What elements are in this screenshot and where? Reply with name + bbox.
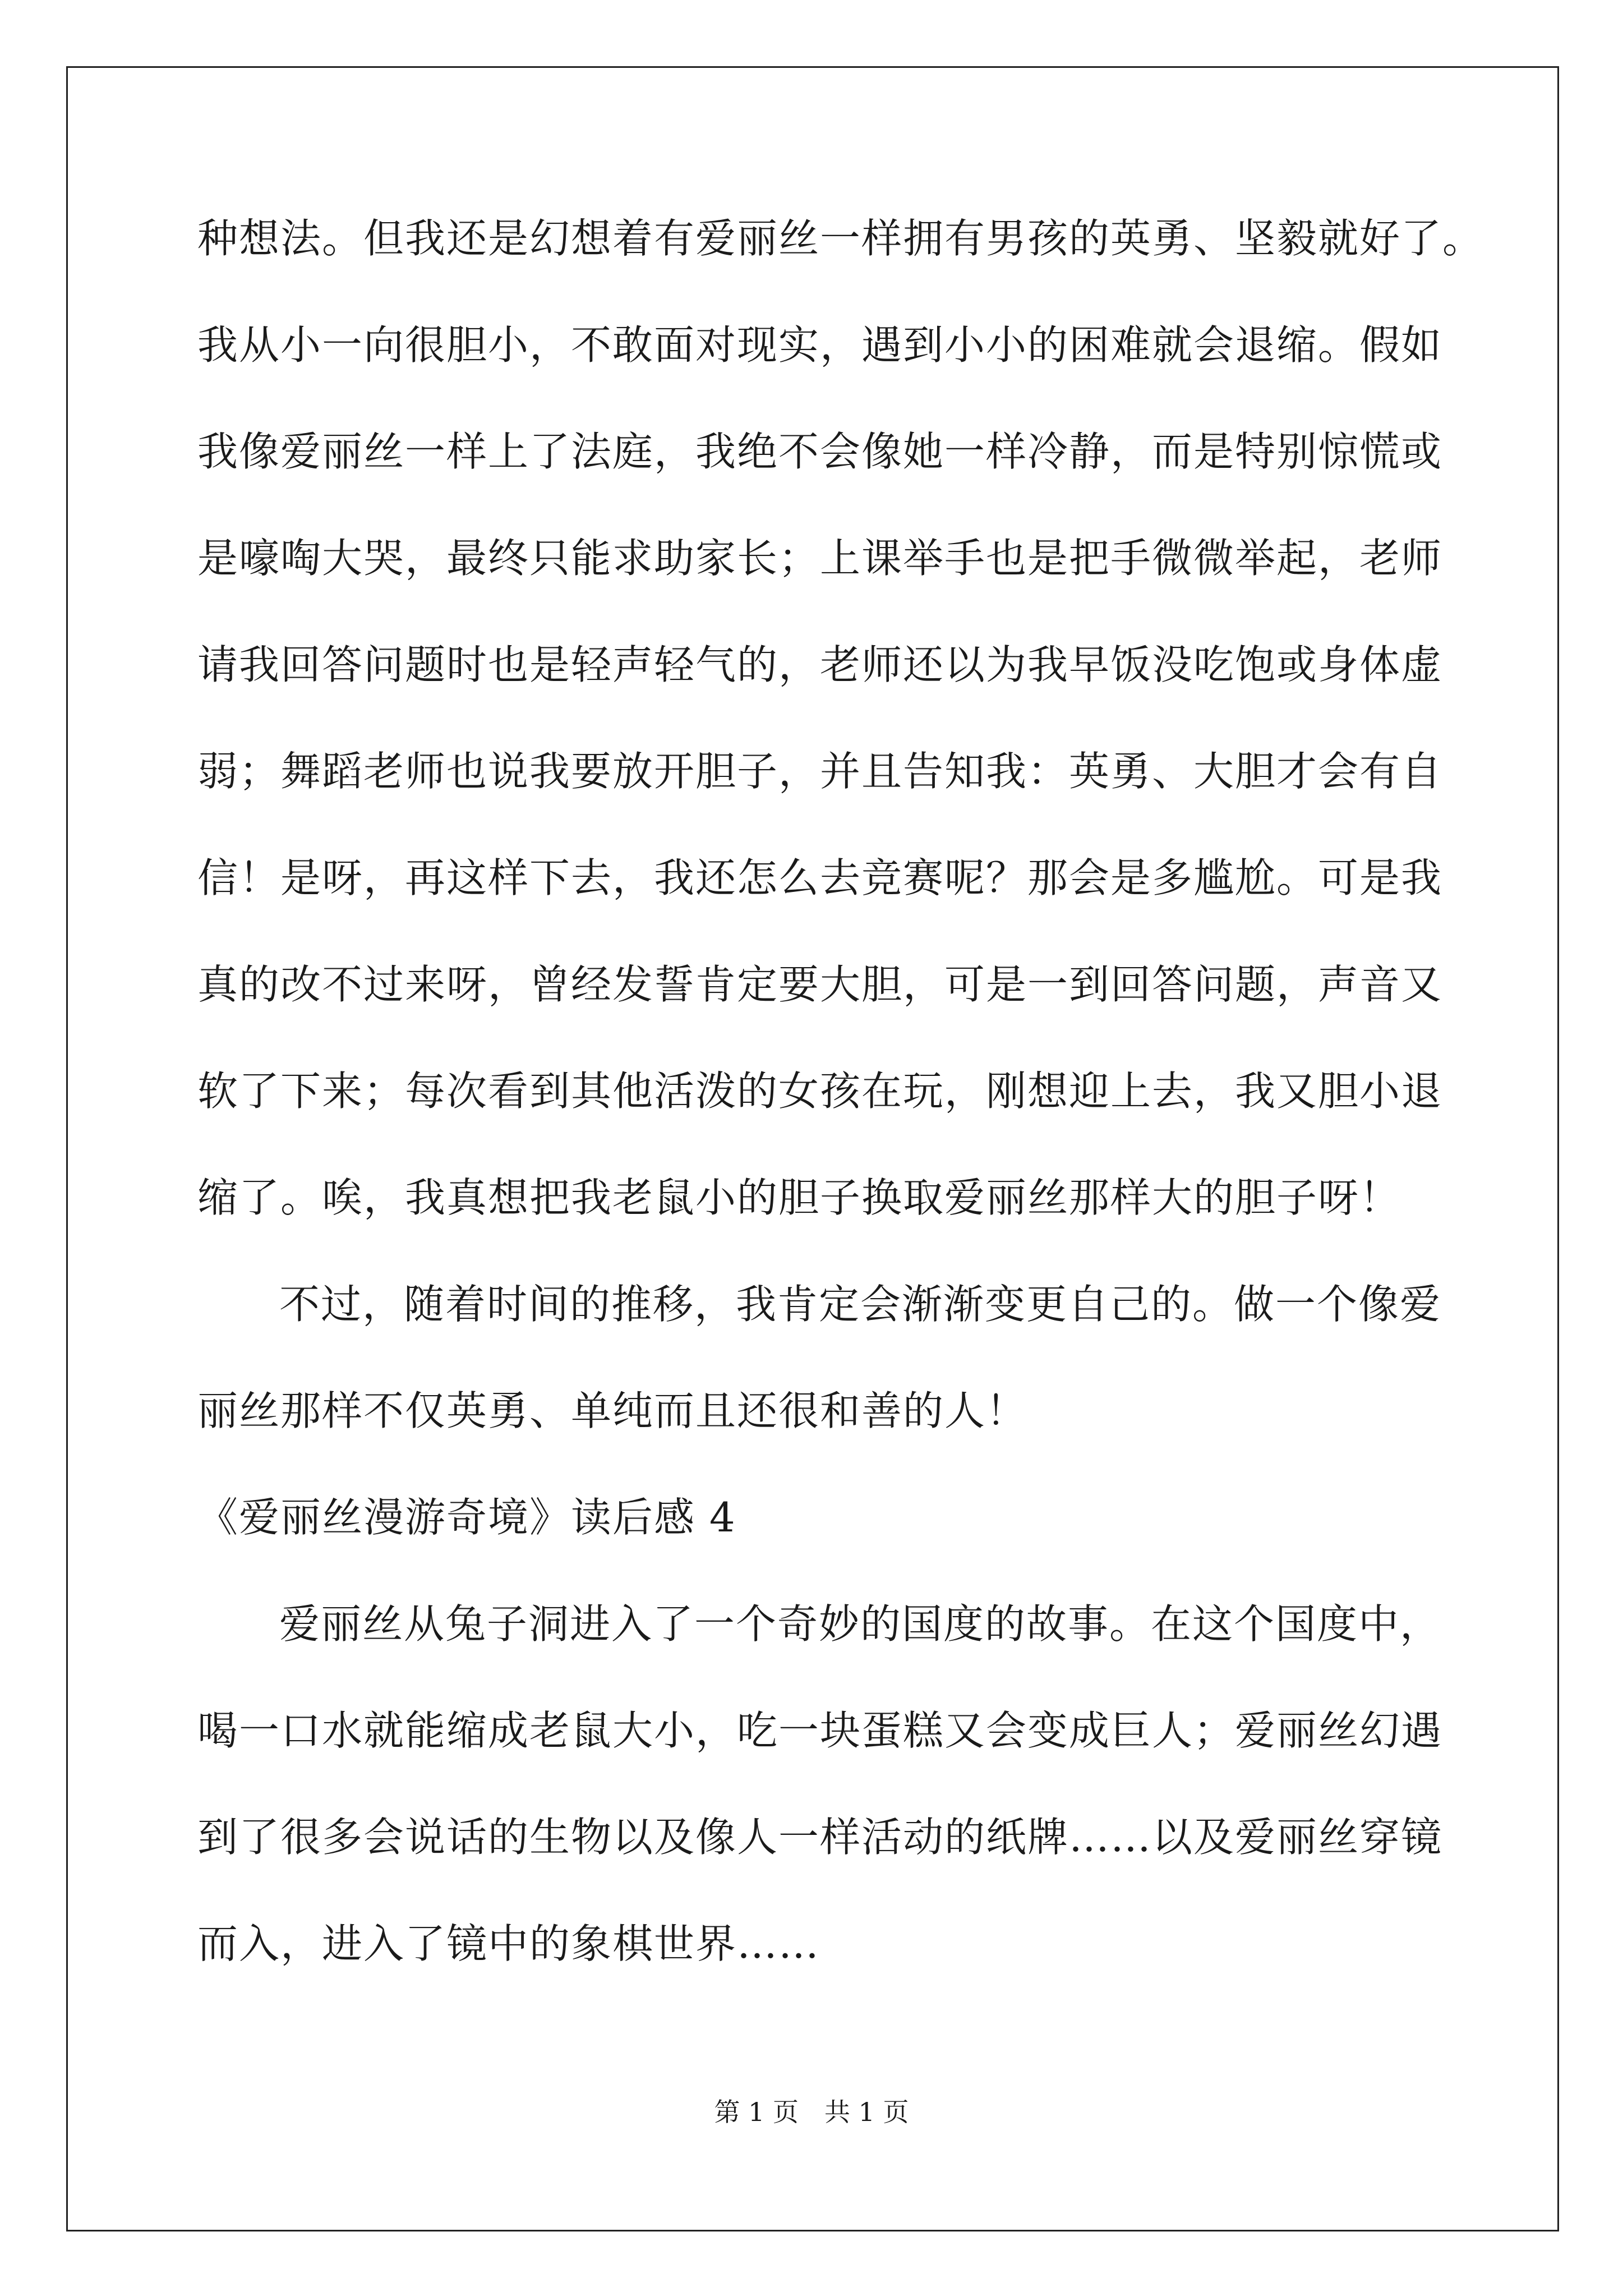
section-title: 《爱丽丝漫游奇境》读后感 4: [197, 1494, 736, 1541]
text-line: 喝一口水就能缩成老鼠大小，吃一块蛋糕又会变成巨人；爱丽丝幻遇: [197, 1707, 1443, 1754]
text-line: 到了很多会说话的生物以及像人一样活动的纸牌……以及爱丽丝穿镜: [197, 1814, 1443, 1861]
text-line: 是嚎啕大哭，最终只能求助家长；上课举手也是把手微微举起，老师: [197, 535, 1443, 582]
text-line: 种想法。但我还是幻想着有爱丽丝一样拥有男孩的英勇、坚毅就好了。: [197, 215, 1484, 262]
text-line: 请我回答问题时也是轻声轻气的，老师还以为我早饭没吃饱或身体虚: [197, 641, 1443, 688]
document-body: [197, 185, 1484, 1997]
text-line: 我从小一向很胆小，不敢面对现实，遇到小小的困难就会退缩。假如: [197, 321, 1443, 369]
text-line: 软了下来；每次看到其他活泼的女孩在玩，刚想迎上去，我又胆小退: [197, 1068, 1443, 1115]
text-line: 真的改不过来呀，曾经发誓肯定要大胆，可是一到回答问题，声音又: [197, 961, 1443, 1008]
text-line: 我像爱丽丝一样上了法庭，我绝不会像她一样冷静，而是特别惊慌或: [197, 428, 1443, 475]
text-line: 缩了。唉，我真想把我老鼠小的胆子换取爱丽丝那样大的胆子呀！: [197, 1174, 1401, 1221]
paragraph-1: [197, 185, 1484, 1251]
paragraph-2: [197, 1251, 1442, 1464]
text-line: 而入，进入了镜中的象棋世界……: [197, 1920, 820, 1967]
text-line: 不过，随着时间的推移，我肯定会渐渐变更自己的。做一个像爱: [279, 1281, 1442, 1328]
text-line: 信！是呀，再这样下去，我还怎么去竞赛呢？那会是多尴尬。可是我: [197, 854, 1443, 901]
paragraph-3: [197, 1571, 1442, 1997]
text-line: 爱丽丝从兔子洞进入了一个奇妙的国度的故事。在这个国度中，: [279, 1600, 1442, 1648]
text-line: 丽丝那样不仅英勇、单纯而且还很和善的人！: [197, 1387, 1028, 1434]
text-line: 弱；舞蹈老师也说我要放开胆子，并且告知我：英勇、大胆才会有自: [197, 748, 1443, 795]
page-footer: 第 1 页 共 1 页: [714, 2097, 909, 2127]
